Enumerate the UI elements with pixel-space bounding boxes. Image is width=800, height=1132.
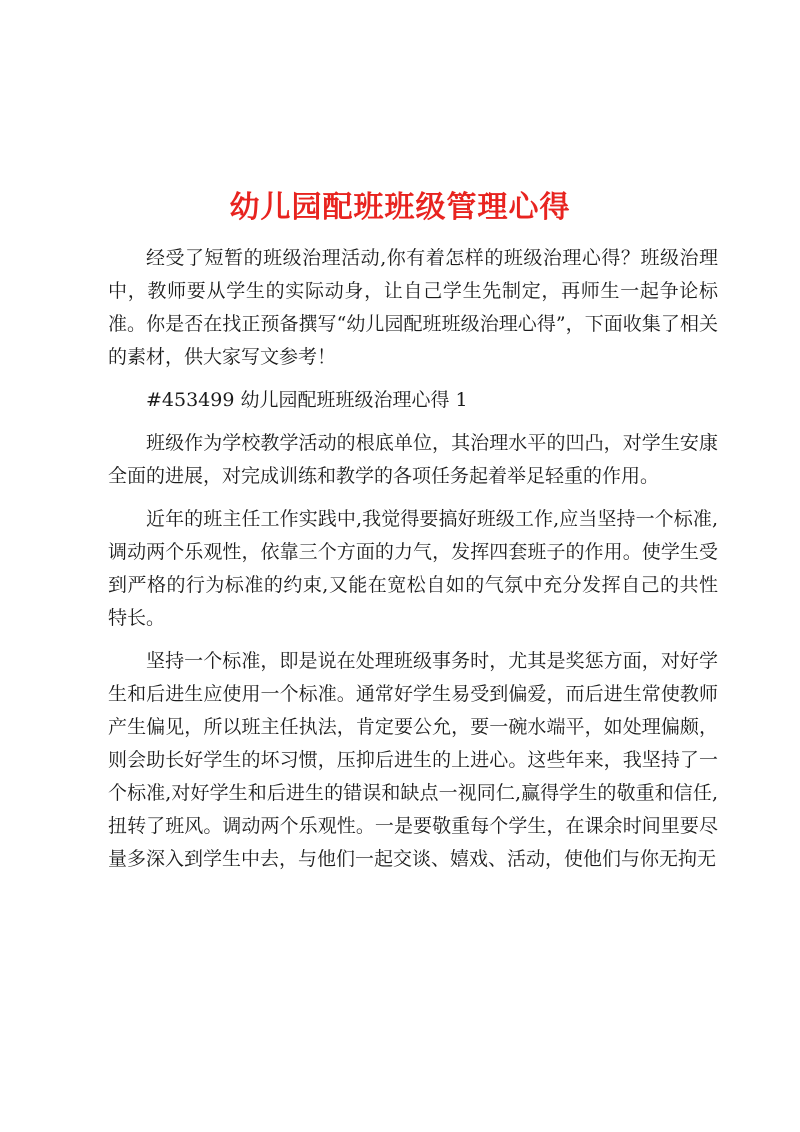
document-body xyxy=(108,242,718,886)
body-paragraph: 坚持一个标准，即是说在处理班级事务时，尤其是奖惩方面，对好学生和后进生应使用一个标准。通常好学生易受到偏爱，而后进生常使教师产生偏见，所以班主任执法，肯定要公允，要一碗水端平，如处理偏颇，则会助长好学生的坏习惯，压抑后进生的上进心。这些年来，我坚持了一个标准,对好学生和后进生的错误和缺点一视同仁,赢得学生的敬重和信任,扭转了班风。调动两个乐观性。一是要敬重每个学生，在课余时间里要尽量多深入到学生中去，与他们一起交谈、嬉戏、活动，使他们与你无拘无 xyxy=(108,650,718,870)
section-heading: #453499 幼儿园配班班级治理心得 1 xyxy=(146,389,468,411)
intro-paragraph: 经受了短暂的班级治理活动,你有着怎样的班级治理心得？班级治理中，教师要从学生的实际动身，让自己学生先制定，再师生一起争论标准。你是否在找正预备撰写“幼儿园配班班级治理心得”，下面收集了相关的素材，供大家写文参考！ xyxy=(108,247,718,368)
body-paragraph: 近年的班主任工作实践中,我觉得要搞好班级工作,应当坚持一个标准,调动两个乐观性，依靠三个方面的力气，发挥四套班子的作用。使学生受到严格的行为标准的约束,又能在宽松自如的气氛中充分发挥自己的共性特长。 xyxy=(108,508,718,629)
body-paragraph: 班级作为学校教学活动的根底单位，其治理水平的凹凸，对学生安康全面的进展，对完成训练和教学的各项任务起着举足轻重的作用。 xyxy=(108,432,718,487)
document-title: 幼儿园配班班级管理心得 xyxy=(229,190,571,226)
